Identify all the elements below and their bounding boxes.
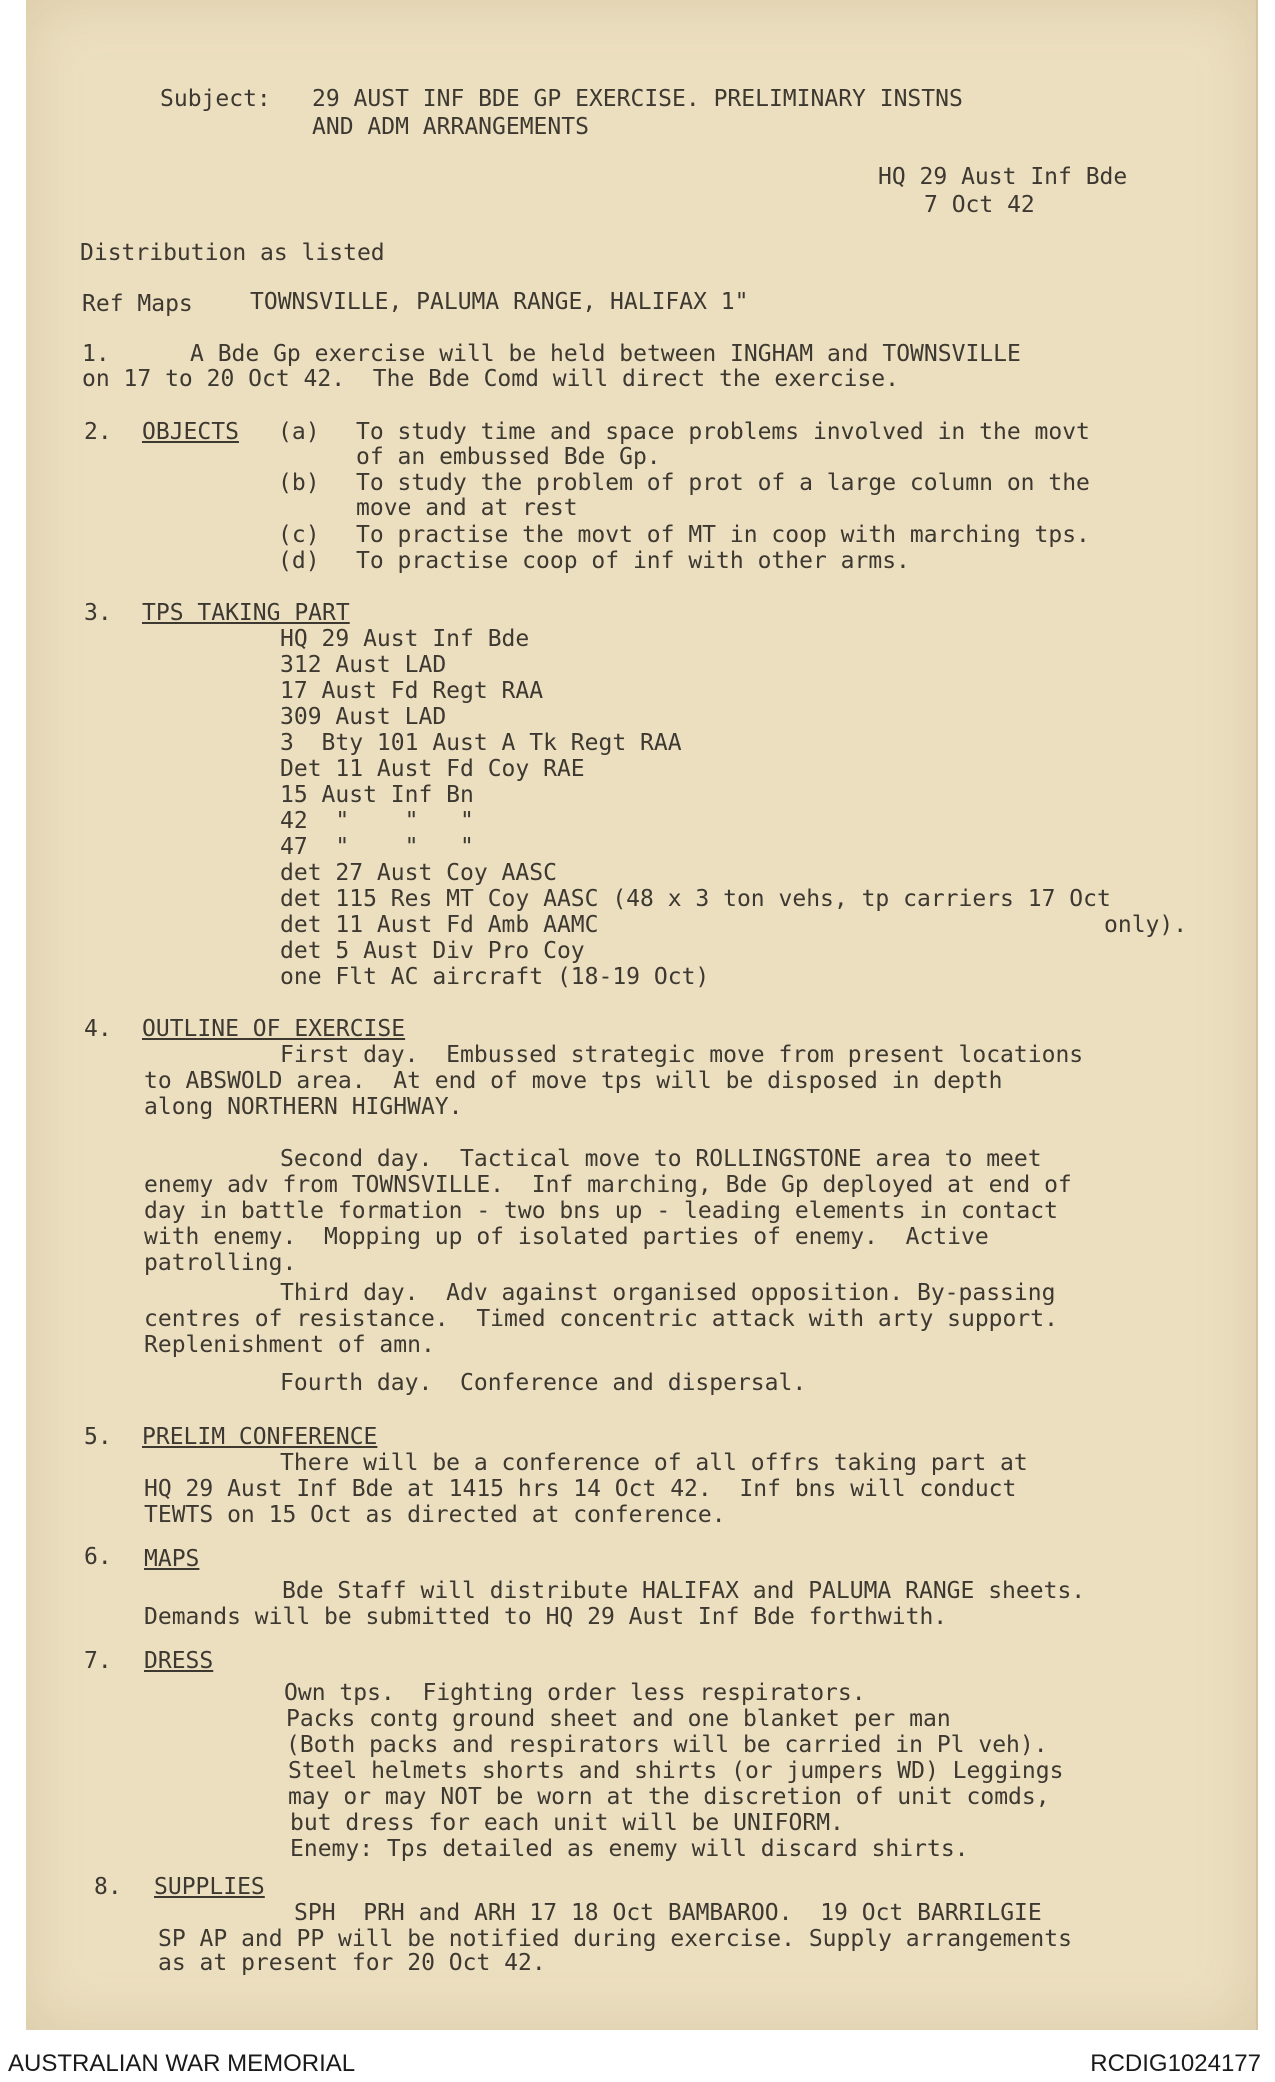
object-d-label: (d)	[278, 548, 320, 574]
third-day-line: centres of resistance. Timed concentric attack with arty support.	[144, 1306, 1058, 1332]
para-2-number: 2.	[84, 419, 112, 445]
para-5-number: 5.	[84, 1424, 112, 1450]
unit-item: 15 Aust Inf Bn	[280, 782, 474, 808]
second-day-line: with enemy. Mopping up of isolated parties of enemy. Active	[144, 1224, 989, 1250]
first-day-line: along NORTHERN HIGHWAY.	[144, 1094, 463, 1120]
para-1-line-1: A Bde Gp exercise will be held between INGHAM and TOWNSVILLE	[190, 341, 1021, 367]
archive-reference: RCDIG1024177	[1090, 2050, 1261, 2077]
hq-heading: HQ 29 Aust Inf Bde	[878, 164, 1128, 190]
subject-line-2: AND ADM ARRANGEMENTS	[312, 114, 589, 140]
unit-item: det 27 Aust Coy AASC	[280, 860, 557, 886]
dress-line: Packs contg ground sheet and one blanket per man	[286, 1706, 951, 1732]
tps-taking-part-heading: TPS TAKING PART	[142, 600, 350, 626]
document-date: 7 Oct 42	[924, 192, 1035, 218]
supplies-line: SP AP and PP will be notified during exercise. Supply arrangements	[158, 1926, 1072, 1952]
second-day-line: Second day. Tactical move to ROLLINGSTONE area to meet	[280, 1146, 1042, 1172]
fourth-day-line: Fourth day. Conference and dispersal.	[280, 1370, 807, 1396]
para-1-number: 1.	[82, 341, 110, 367]
para-4-number: 4.	[84, 1016, 112, 1042]
outline-heading: OUTLINE OF EXERCISE	[142, 1016, 406, 1042]
object-b-line-1: To study the problem of prot of a large column on the	[356, 470, 1090, 496]
unit-item: one Flt AC aircraft (18-19 Oct)	[280, 964, 710, 990]
dress-line: may or may NOT be worn at the discretion of unit comds,	[288, 1784, 1050, 1810]
unit-item: 312 Aust LAD	[280, 652, 447, 678]
unit-item: HQ 29 Aust Inf Bde	[280, 626, 530, 652]
unit-item: 47 " " "	[280, 834, 474, 860]
object-a-line-2: of an embussed Bde Gp.	[356, 444, 661, 470]
para-8-number: 8.	[94, 1874, 122, 1900]
unit-item: 309 Aust LAD	[280, 704, 447, 730]
second-day-line: day in battle formation - two bns up - leading elements in contact	[144, 1198, 1058, 1224]
object-c-line-1: To practise the movt of MT in coop with marching tps.	[356, 522, 1090, 548]
object-b-label: (b)	[278, 470, 320, 496]
unit-item: 17 Aust Fd Regt RAA	[280, 678, 544, 704]
subject-line-1: 29 AUST INF BDE GP EXERCISE. PRELIMINARY INSTNS	[312, 86, 963, 112]
object-c-label: (c)	[278, 522, 320, 548]
para-3-number: 3.	[84, 600, 112, 626]
first-day-line: to ABSWOLD area. At end of move tps will be disposed in depth	[144, 1068, 1003, 1094]
distribution-line: Distribution as listed	[80, 240, 385, 266]
maps-line: Bde Staff will distribute HALIFAX and PALUMA RANGE sheets.	[282, 1578, 1086, 1604]
para-1-line-2: on 17 to 20 Oct 42. The Bde Comd will direct the exercise.	[82, 366, 899, 392]
subject-label: Subject:	[160, 86, 271, 112]
second-day-line: enemy adv from TOWNSVILLE. Inf marching, Bde Gp deployed at end of	[144, 1172, 1072, 1198]
prelim-conference-heading: PRELIM CONFERENCE	[142, 1424, 378, 1450]
second-day-line: patrolling.	[144, 1250, 297, 1276]
conference-line: TEWTS on 15 Oct as directed at conference.	[144, 1502, 726, 1528]
dress-heading: DRESS	[144, 1648, 214, 1674]
archive-footer	[0, 2040, 1275, 2082]
ref-maps-value: TOWNSVILLE, PALUMA RANGE, HALIFAX 1"	[250, 289, 749, 315]
para-7-number: 7.	[84, 1648, 112, 1674]
supplies-line: as at present for 20 Oct 42.	[158, 1950, 546, 1976]
first-day-line: First day. Embussed strategic move from present locations	[280, 1042, 1084, 1068]
conference-line: There will be a conference of all offrs taking part at	[280, 1450, 1028, 1476]
dress-line: Steel helmets shorts and shirts (or jumpers WD) Leggings	[288, 1758, 1064, 1784]
para-6-number: 6.	[84, 1544, 112, 1570]
unit-item: 42 " " "	[280, 808, 474, 834]
dress-line: Own tps. Fighting order less respirators.	[284, 1680, 866, 1706]
unit-item: det 11 Aust Fd Amb AAMC	[280, 912, 599, 938]
third-day-line: Replenishment of amn.	[144, 1332, 435, 1358]
supplies-line: SPH PRH and ARH 17 18 Oct BAMBAROO. 19 Oct BARRILGIE	[294, 1900, 1042, 1926]
unit-item: 3 Bty 101 Aust A Tk Regt RAA	[280, 730, 682, 756]
conference-line: HQ 29 Aust Inf Bde at 1415 hrs 14 Oct 42. Inf bns will conduct	[144, 1476, 1017, 1502]
supplies-heading: SUPPLIES	[154, 1874, 265, 1900]
third-day-line: Third day. Adv against organised opposition. By-passing	[280, 1280, 1056, 1306]
maps-line: Demands will be submitted to HQ 29 Aust Inf Bde forthwith.	[144, 1604, 948, 1630]
unit-item: det 5 Aust Div Pro Coy	[280, 938, 585, 964]
dress-line: (Both packs and respirators will be carried in Pl veh).	[286, 1732, 1048, 1758]
ref-maps-label: Ref Maps	[82, 291, 193, 317]
unit-item-continuation: only).	[1104, 912, 1188, 938]
maps-heading: MAPS	[144, 1546, 200, 1572]
unit-item: Det 11 Aust Fd Coy RAE	[280, 756, 585, 782]
dress-line: but dress for each unit will be UNIFORM.	[290, 1810, 844, 1836]
unit-item: det 115 Res MT Coy AASC (48 x 3 ton vehs, tp carriers 17 Oct	[280, 886, 1111, 912]
objects-heading: OBJECTS	[142, 419, 239, 445]
object-d-line-1: To practise coop of inf with other arms.	[356, 548, 910, 574]
archive-name: AUSTRALIAN WAR MEMORIAL	[8, 2050, 356, 2077]
object-a-line-1: To study time and space problems involved in the movt	[356, 419, 1090, 445]
object-b-line-2: move and at rest	[356, 495, 578, 521]
object-a-label: (a)	[278, 419, 320, 445]
dress-line: Enemy: Tps detailed as enemy will discard shirts.	[290, 1836, 969, 1862]
